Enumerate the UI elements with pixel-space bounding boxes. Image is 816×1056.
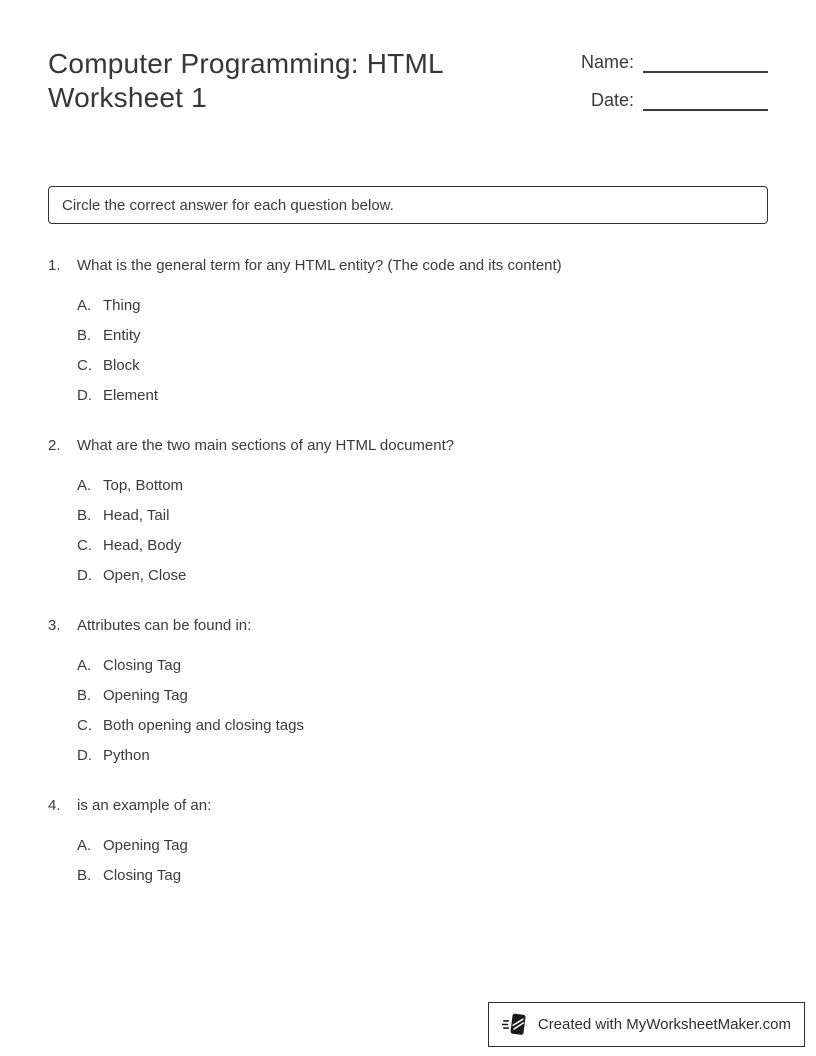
date-field: [568, 88, 768, 113]
question-list: [48, 256, 768, 886]
option-letter: A.: [77, 297, 92, 314]
question-text: Attributes can be found in:: [77, 617, 252, 634]
date-blank-line: [643, 109, 768, 111]
option-letter: B.: [77, 507, 92, 524]
instruction-box: [48, 186, 768, 224]
options-list: [48, 296, 768, 406]
option-item: [77, 506, 768, 526]
option-item: [77, 866, 768, 886]
option-item: [77, 716, 768, 736]
question-text: What is the general term for any HTML entity? (The code and its content): [77, 257, 562, 274]
question-number: 4.: [48, 797, 61, 814]
option-text: Opening Tag: [103, 837, 188, 854]
option-letter: A.: [77, 477, 92, 494]
option-text: Head, Tail: [103, 507, 170, 524]
option-letter: B.: [77, 867, 92, 884]
question-item-4: [48, 796, 768, 886]
option-item: [77, 566, 768, 586]
option-letter: A.: [77, 657, 92, 674]
option-text: Head, Body: [103, 537, 182, 554]
option-item: [77, 356, 768, 376]
option-text: Python: [103, 747, 150, 764]
options-list: [48, 656, 768, 766]
option-letter: D.: [77, 387, 92, 404]
question-number: 3.: [48, 617, 61, 634]
footer-credit-link[interactable]: [488, 1002, 805, 1047]
name-label: Name:: [580, 52, 634, 72]
question-number: 2.: [48, 437, 61, 454]
option-item: [77, 746, 768, 766]
option-letter: C.: [77, 537, 92, 554]
name-blank-line: [643, 71, 768, 73]
page-title: Computer Programming: HTML Worksheet 1: [48, 48, 443, 113]
option-letter: B.: [77, 327, 92, 344]
header: [48, 0, 768, 126]
question-text: is an example of an:: [77, 797, 212, 814]
option-text: Open, Close: [103, 567, 187, 584]
option-item: [77, 296, 768, 316]
name-field: [568, 50, 768, 75]
option-item: [77, 386, 768, 406]
option-letter: C.: [77, 357, 92, 374]
option-letter: B.: [77, 687, 92, 704]
option-text: Element: [103, 387, 159, 404]
option-text: Top, Bottom: [103, 477, 184, 494]
question-item-3: [48, 616, 768, 766]
option-text: Thing: [103, 297, 141, 314]
instruction-text: Circle the correct answer for each question below.: [62, 196, 394, 214]
option-letter: A.: [77, 837, 92, 854]
question-item-1: [48, 256, 768, 406]
option-text: Opening Tag: [103, 687, 188, 704]
option-text: Block: [103, 357, 140, 374]
option-item: [77, 536, 768, 556]
option-letter: C.: [77, 717, 92, 734]
option-item: [77, 836, 768, 856]
date-label: Date:: [590, 90, 634, 110]
option-text: Entity: [103, 327, 141, 344]
question-text: What are the two main sections of any HTML document?: [77, 437, 455, 454]
option-item: [77, 656, 768, 676]
question-number: 1.: [48, 257, 61, 274]
option-item: [77, 476, 768, 496]
option-text: Closing Tag: [103, 657, 182, 674]
name-date-block: [568, 47, 768, 126]
worksheet-logo-icon: [502, 1011, 529, 1038]
option-item: [77, 326, 768, 346]
option-letter: D.: [77, 567, 92, 584]
footer-credit-text: Created with MyWorksheetMaker.com: [537, 1016, 791, 1033]
options-list: [48, 836, 768, 886]
options-list: [48, 476, 768, 586]
option-letter: D.: [77, 747, 92, 764]
option-text: Closing Tag: [103, 867, 182, 884]
option-item: [77, 686, 768, 706]
option-text: Both opening and closing tags: [103, 717, 304, 734]
question-item-2: [48, 436, 768, 586]
